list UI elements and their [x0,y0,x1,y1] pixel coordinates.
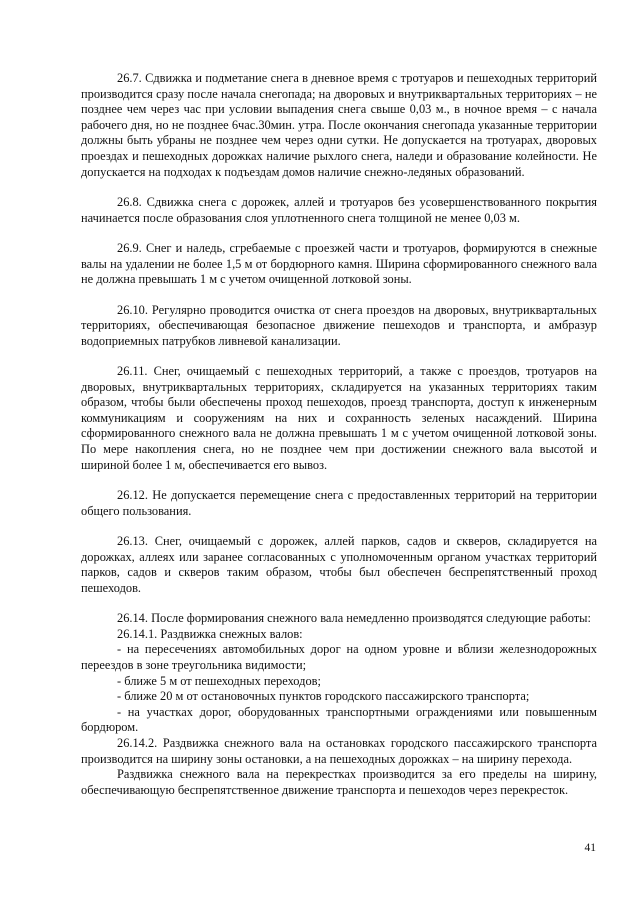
paragraph-26-13: 26.13. Снег, очищаемый с дорожек, аллей парков, садов и скверов, складируется на дорожках, аллеях или заранее согласованных с уполномоченным органом участках территорий парков, садов и скверов таким образом, чтобы был обеспечен беспрепятственный проход пешеходов. [81,534,597,595]
closing-paragraph: Раздвижка снежного вала на перекрестках производится за его пределы на ширину, обеспечивающую беспрепятственное движение транспорта и пешеходов через перекресток. [81,767,597,797]
paragraph-26-14-intro: 26.14. После формирования снежного вала немедленно производятся следующие работы: [117,611,591,626]
page-number: 41 [584,842,596,854]
paragraph-26-7: 26.7. Сдвижка и подметание снега в дневное время с тротуаров и пешеходных территорий производится сразу после начала снегопада; на дворовых и внутриквартальных территориях – не позднее чем через час при условии выпадения снега свыше 0,03 м., в ночное время – с начала рабочего дня, но не позднее 6час.30мин. утра. После окончания снегопада указанные территории должны быть убраны не позднее чем через одни сутки. Не допускается на тротуарах, дворовых проездах и пешеходных дорожках наличие рыхлого снега, наледи и образование колейности. Не допускается на подходах к подъездам домов наличие снежно-ледяных образований. [81,71,597,179]
list-item: - на участках дорог, оборудованных транспортными ограждениями или повышенным бордюром. [81,704,597,735]
paragraph-26-12: 26.12. Не допускается перемещение снега с предоставленных территорий на территории общего пользования. [81,488,597,518]
subsection-26-14-2: 26.14.2. Раздвижка снежного вала на остановках городского пассажирского транспорта производится на ширину зоны остановки, а на пешеходных дорожках – на ширину перехода. [81,735,597,766]
list-item: - на пересечениях автомобильных дорог на одном уровне и вблизи железнодорожных переездов в зоне треугольника видимости; [81,642,597,672]
paragraph-26-10: 26.10. Регулярно проводится очистка от снега проездов на дворовых, внутриквартальных территориях, обеспечивающая безопасное движение пешеходов и транспорта, и амбразур водоприемных патрубков ливневой канализации. [81,302,597,348]
section-26-14 [81,611,597,798]
document-body [81,71,597,798]
list-item: - ближе 5 м от пешеходных переходов; [117,673,321,688]
paragraph-26-9: 26.9. Снег и наледь, сгребаемые с проезжей части и тротуаров, формируются в снежные валы на удалении не более 1,5 м от бордюрного камня. Ширина сформированного снежного вала не должна превышать 1 м с учетом очищенной лотковой зоны. [81,240,597,287]
paragraph-26-11: 26.11. Снег, очищаемый с пешеходных территорий, а также с проездов, тротуаров на дворовых, внутриквартальных территориях, складируется на указанных территориях таким образом, чтобы были обеспечены проход пешеходов, проезд транспорта, доступ к инженерным коммуникациям и сооружениям на них и сохранность зеленых насаждений. Ширина сформированного снежного вала не должна превышать 1 м с учетом очищенной лотковой зоны. По мере накопления снега, но не позднее чем при достижении снежного вала высотой и шириной более 1 м, обеспечивается его вывоз. [81,364,597,472]
list-item: - ближе 20 м от остановочных пунктов городского пассажирского транспорта; [117,689,530,704]
subsection-26-14-1-title: 26.14.1. Раздвижка снежных валов: [117,626,303,641]
paragraph-26-8: 26.8. Сдвижка снега с дорожек, аллей и тротуаров без усовершенствованного покрытия начинается после образования слоя уплотненного снега толщиной не менее 0,03 м. [81,194,597,225]
